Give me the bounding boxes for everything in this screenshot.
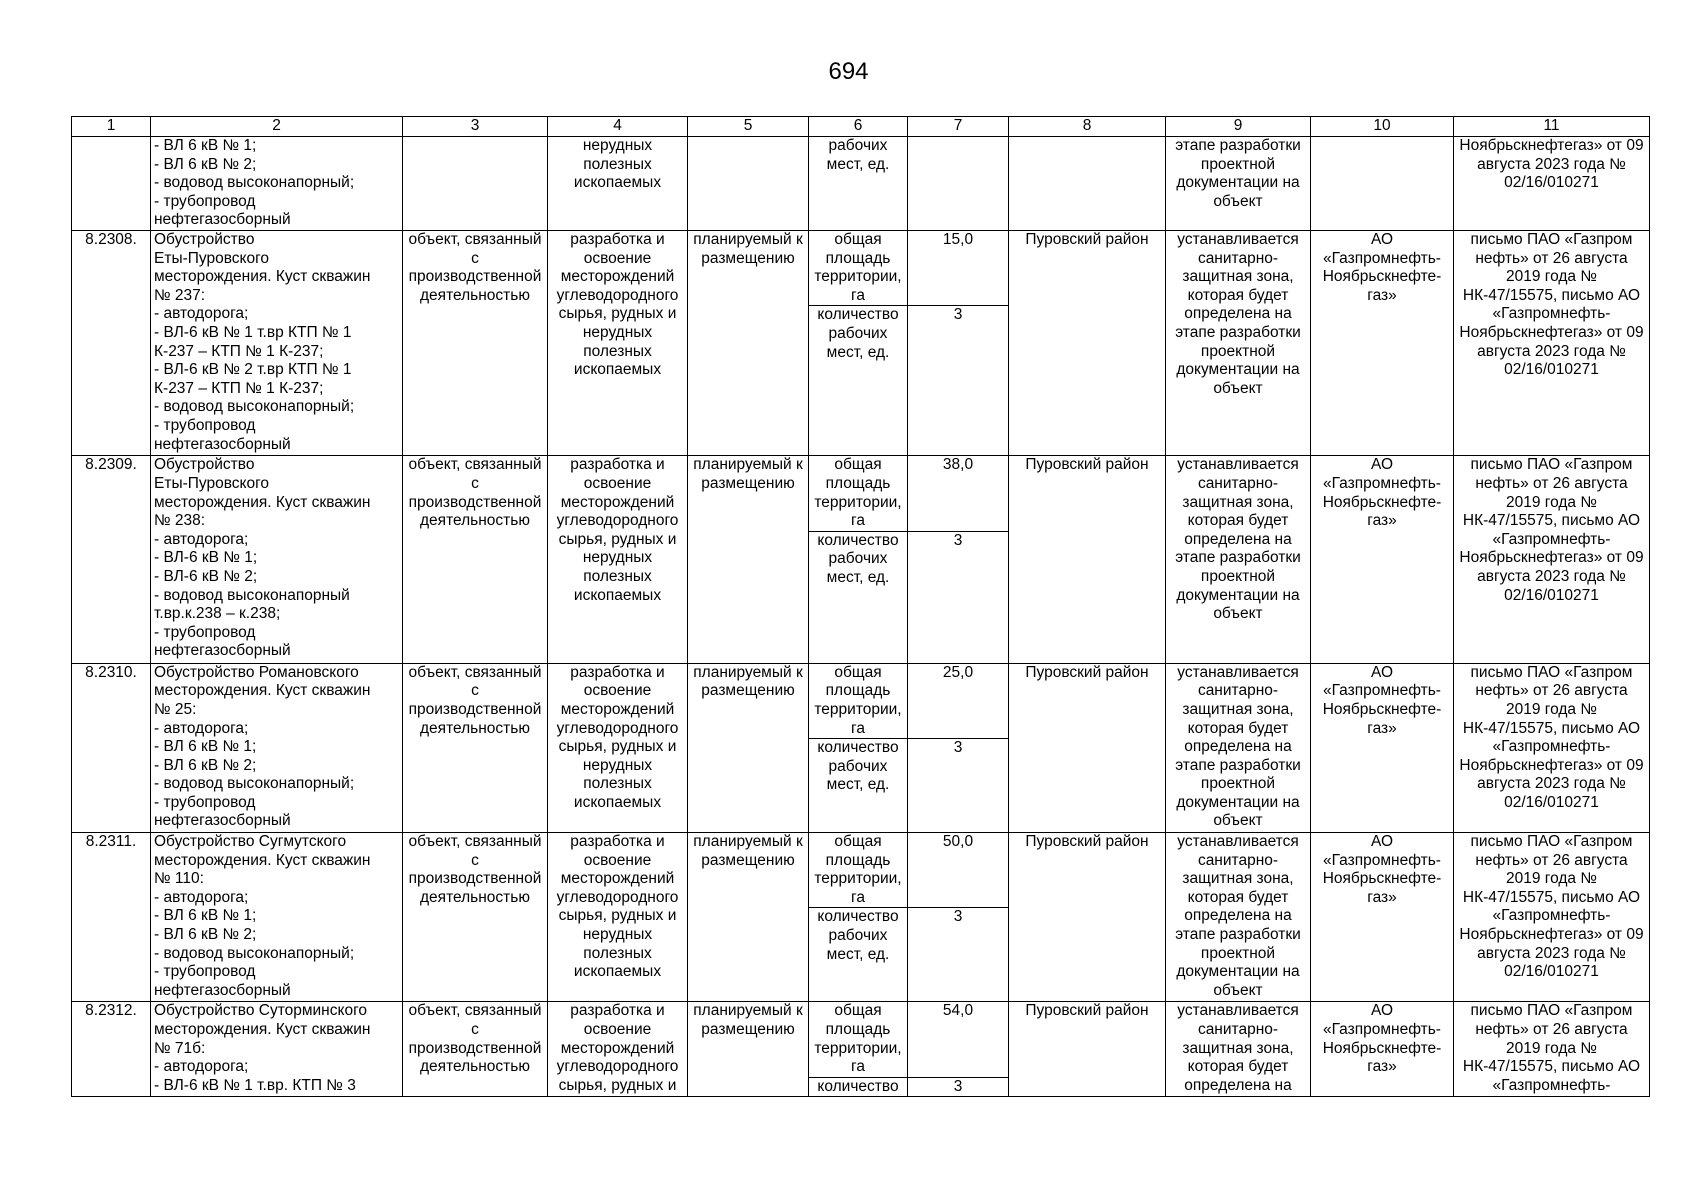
name-line: - ВЛ 6 кВ № 2; xyxy=(154,756,257,774)
cell-purpose: разработка и освоение месторождений углеводородного сырья, рудных и нерудных полезных ископаемых xyxy=(548,663,688,832)
name-line: нефтегазосборный xyxy=(154,211,291,229)
cell-value: 25,0 xyxy=(908,663,1009,738)
cell-value: 3 xyxy=(908,1077,1009,1097)
name-line: - автодорога; xyxy=(154,719,249,737)
cell-value: 54,0 xyxy=(908,1002,1009,1077)
cell-purpose: разработка и освоение месторождений углеводородного сырья, рудных и нерудных полезных ископаемых xyxy=(548,456,688,663)
cell-num xyxy=(72,137,151,231)
cell-param: общая площадь территории, га xyxy=(809,456,908,531)
cell-zone: устанавливается санитарно-защитная зона, которая будет определена на этапе разработки проектной документации на объект xyxy=(1166,833,1311,1002)
page-number: 694 xyxy=(828,58,869,85)
cell-type: объект, связанный с производственной деятельностью xyxy=(403,230,548,455)
name-line: № 110: xyxy=(154,870,204,888)
cell-param: количество рабочих мест, ед. xyxy=(809,739,908,833)
table-row xyxy=(72,456,1650,531)
cell-type xyxy=(403,137,548,231)
column-header: 11 xyxy=(1454,117,1650,137)
name-line: нефтегазосборный xyxy=(154,981,291,999)
cell-type: объект, связанный с производственной деятельностью xyxy=(403,833,548,1002)
cell-param: общая площадь территории, га xyxy=(809,663,908,738)
column-header: 2 xyxy=(151,117,403,137)
cell-status xyxy=(688,137,809,231)
cell-purpose: разработка и освоение месторождений углеводородного сырья, рудных и xyxy=(548,1002,688,1097)
name-line: - ВЛ-6 кВ № 2 т.вр КТП № 1 xyxy=(154,361,352,379)
cell-status: планируемый к размещению xyxy=(688,230,809,455)
cell-purpose: разработка и освоение месторождений углеводородного сырья, рудных и нерудных полезных ископаемых xyxy=(548,833,688,1002)
name-line: № 71б: xyxy=(154,1039,206,1057)
name-line: - водовод высоконапорный; xyxy=(154,944,355,962)
column-header: 1 xyxy=(72,117,151,137)
name-line: - ВЛ 6 кВ № 1; xyxy=(154,137,257,154)
name-line: месторождения. Куст скважин xyxy=(154,682,371,700)
cell-org xyxy=(1311,137,1454,231)
cell-param: количество xyxy=(809,1077,908,1097)
name-line: К-237 – КТП № 1 К-237; xyxy=(154,342,324,360)
table-row xyxy=(72,1002,1650,1077)
name-line: месторождения. Куст скважин xyxy=(154,268,371,286)
column-header: 4 xyxy=(548,117,688,137)
cell-zone: устанавливается санитарно-защитная зона, которая будет определена на этапе разработки проектной документации на объект xyxy=(1166,230,1311,455)
name-line: Еты-Пуровского xyxy=(154,249,270,267)
column-header: 9 xyxy=(1166,117,1311,137)
name-line: № 237: xyxy=(154,286,206,304)
name-line: т.вр.к.238 – к.238; xyxy=(154,605,281,623)
cell-purpose: разработка и освоение месторождений углеводородного сырья, рудных и нерудных полезных ископаемых xyxy=(548,230,688,455)
cell-location xyxy=(1009,137,1166,231)
table-row xyxy=(72,230,1650,305)
cell-basis: письмо ПАО «Газпром нефть» от 26 августа 2019 года № НК-47/15575, письмо АО «Газпромнефть-Ноябрьскнефтегаз» от 09 августа 2023 года № 02/16/010271 xyxy=(1454,230,1650,455)
name-line: - трубопровод xyxy=(154,623,256,641)
cell-org: АО «Газпромнефть-Ноябрьскнефте-газ» xyxy=(1311,230,1454,455)
cell-value xyxy=(908,137,1009,231)
name-line: - трубопровод xyxy=(154,192,256,210)
name-line: месторождения. Куст скважин xyxy=(154,1021,371,1039)
cell-param: количество рабочих мест, ед. xyxy=(809,531,908,663)
name-line: - трубопровод xyxy=(154,793,256,811)
name-line: - трубопровод xyxy=(154,416,256,434)
cell-num: 8.2312. xyxy=(72,1002,151,1097)
cell-type: объект, связанный с производственной деятельностью xyxy=(403,1002,548,1097)
cell-basis: письмо ПАО «Газпром нефть» от 26 августа 2019 года № НК-47/15575, письмо АО «Газпромнефть-Ноябрьскнефтегаз» от 09 августа 2023 года № 02/16/010271 xyxy=(1454,833,1650,1002)
cell-location: Пуровский район xyxy=(1009,456,1166,663)
cell-param: количество рабочих мест, ед. xyxy=(809,908,908,1002)
cell-basis: письмо ПАО «Газпром нефть» от 26 августа 2019 года № НК-47/15575, письмо АО «Газпромнефть-Ноябрьскнефтегаз» от 09 августа 2023 года № 02/16/010271 xyxy=(1454,456,1650,663)
cell-location: Пуровский район xyxy=(1009,833,1166,1002)
cell-object-name xyxy=(151,663,403,832)
table-row xyxy=(72,663,1650,738)
cell-object-name xyxy=(151,137,403,231)
cell-org: АО «Газпромнефть-Ноябрьскнефте-газ» xyxy=(1311,1002,1454,1097)
name-line: - трубопровод xyxy=(154,963,256,981)
cell-value: 3 xyxy=(908,531,1009,663)
cell-org: АО «Газпромнефть-Ноябрьскнефте-газ» xyxy=(1311,663,1454,832)
cell-value: 15,0 xyxy=(908,230,1009,305)
name-line: - автодорога; xyxy=(154,1058,249,1076)
cell-type: объект, связанный с производственной деятельностью xyxy=(403,456,548,663)
name-line: - ВЛ-6 кВ № 1 т.вр КТП № 1 xyxy=(154,323,352,341)
name-line: - автодорога; xyxy=(154,530,249,548)
register-table xyxy=(71,116,1650,1097)
name-line: Обустройство Сугмутского xyxy=(154,833,347,851)
cell-location: Пуровский район xyxy=(1009,663,1166,832)
name-line: месторождения. Куст скважин xyxy=(154,493,371,511)
name-line: № 25: xyxy=(154,700,197,718)
cell-param: общая площадь территории, га xyxy=(809,1002,908,1077)
cell-basis: письмо ПАО «Газпром нефть» от 26 августа 2019 года № НК-47/15575, письмо АО «Газпромнефть- xyxy=(1454,1002,1650,1097)
name-line: - автодорога; xyxy=(154,888,249,906)
name-line: - водовод высоконапорный; xyxy=(154,398,355,416)
cell-value: 3 xyxy=(908,739,1009,833)
name-line: Обустройство Суторминского xyxy=(154,1002,367,1020)
cell-object-name xyxy=(151,833,403,1002)
cell-status: планируемый к размещению xyxy=(688,456,809,663)
name-line: месторождения. Куст скважин xyxy=(154,851,371,869)
name-line: - ВЛ-6 кВ № 1; xyxy=(154,549,258,567)
column-header: 8 xyxy=(1009,117,1166,137)
cell-status: планируемый к размещению xyxy=(688,663,809,832)
cell-basis: письмо ПАО «Газпром нефть» от 26 августа 2019 года № НК-47/15575, письмо АО «Газпромнефть-Ноябрьскнефтегаз» от 09 августа 2023 года № 02/16/010271 xyxy=(1454,663,1650,832)
name-line: - ВЛ 6 кВ № 1; xyxy=(154,907,257,925)
name-line: Еты-Пуровского xyxy=(154,474,270,492)
column-header: 5 xyxy=(688,117,809,137)
cell-status: планируемый к размещению xyxy=(688,833,809,1002)
cell-value: 38,0 xyxy=(908,456,1009,531)
cell-object-name xyxy=(151,1002,403,1097)
table-row xyxy=(72,833,1650,908)
name-line: № 238: xyxy=(154,512,206,530)
name-line: нефтегазосборный xyxy=(154,812,291,830)
cell-num: 8.2309. xyxy=(72,456,151,663)
name-line: - автодорога; xyxy=(154,305,249,323)
name-line: - водовод высоконапорный; xyxy=(154,174,355,192)
cell-num: 8.2310. xyxy=(72,663,151,832)
cell-num: 8.2308. xyxy=(72,230,151,455)
column-header: 6 xyxy=(809,117,908,137)
cell-value: 3 xyxy=(908,306,1009,456)
name-line: - ВЛ 6 кВ № 2; xyxy=(154,155,257,173)
cell-value: 50,0 xyxy=(908,833,1009,908)
cell-location: Пуровский район xyxy=(1009,230,1166,455)
cell-zone: устанавливается санитарно-защитная зона, которая будет определена на этапе разработки проектной документации на объект xyxy=(1166,456,1311,663)
cell-object-name xyxy=(151,230,403,455)
column-header: 7 xyxy=(908,117,1009,137)
name-line: - ВЛ 6 кВ № 2; xyxy=(154,926,257,944)
cell-object-name xyxy=(151,456,403,663)
cell-zone: этапе разработки проектной документации на объект xyxy=(1166,137,1311,231)
name-line: Обустройство xyxy=(154,230,255,248)
name-line: - ВЛ 6 кВ № 1; xyxy=(154,738,257,756)
column-header: 10 xyxy=(1311,117,1454,137)
cell-status: планируемый к размещению xyxy=(688,1002,809,1097)
cell-zone: устанавливается санитарно-защитная зона, которая будет определена на xyxy=(1166,1002,1311,1097)
column-header: 3 xyxy=(403,117,548,137)
cell-org: АО «Газпромнефть-Ноябрьскнефте-газ» xyxy=(1311,456,1454,663)
name-line: - ВЛ-6 кВ № 1 т.вр. КТП № 3 xyxy=(154,1076,356,1094)
name-line: К-237 – КТП № 1 К-237; xyxy=(154,379,324,397)
cell-param: рабочих мест, ед. xyxy=(809,137,908,231)
cell-zone: устанавливается санитарно-защитная зона, которая будет определена на этапе разработки проектной документации на объект xyxy=(1166,663,1311,832)
cell-location: Пуровский район xyxy=(1009,1002,1166,1097)
name-line: нефтегазосборный xyxy=(154,435,291,453)
continuation-row xyxy=(72,137,1650,231)
cell-type: объект, связанный с производственной деятельностью xyxy=(403,663,548,832)
name-line: - водовод высоконапорный xyxy=(154,586,350,604)
header-row xyxy=(72,117,1650,137)
name-line: нефтегазосборный xyxy=(154,642,291,660)
name-line: Обустройство xyxy=(154,456,255,474)
name-line: Обустройство Романовского xyxy=(154,663,359,681)
cell-basis: Ноябрьскнефтегаз» от 09 августа 2023 года № 02/16/010271 xyxy=(1454,137,1650,231)
cell-purpose: нерудных полезных ископаемых xyxy=(548,137,688,231)
name-line: - водовод высоконапорный; xyxy=(154,775,355,793)
cell-org: АО «Газпромнефть-Ноябрьскнефте-газ» xyxy=(1311,833,1454,1002)
cell-num: 8.2311. xyxy=(72,833,151,1002)
cell-param: общая площадь территории, га xyxy=(809,833,908,908)
name-line: - ВЛ-6 кВ № 2; xyxy=(154,567,258,585)
cell-param: общая площадь территории, га xyxy=(809,230,908,305)
cell-value: 3 xyxy=(908,908,1009,1002)
cell-param: количество рабочих мест, ед. xyxy=(809,306,908,456)
